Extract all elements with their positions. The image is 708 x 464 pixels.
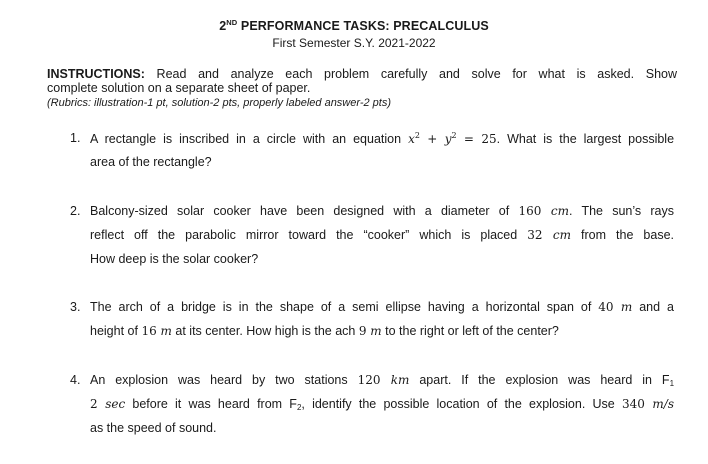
eq-plus: + — [419, 132, 445, 146]
measure-number: 9 — [358, 324, 371, 338]
problem-1-line-2: area of the rectangle? — [90, 155, 212, 169]
problem-text: apart. If the explosion was heard in F — [409, 373, 670, 387]
problem-text: reflect off the parabolic mirror toward the “cooker” which is placed — [90, 228, 528, 242]
instructions-block — [47, 67, 677, 95]
instructions-text-1: Read and analyze each problem carefully and solve for what is asked. Show — [144, 67, 677, 81]
height-value — [141, 324, 171, 338]
diameter-value — [518, 204, 569, 218]
eq-exponent-1: 2 — [414, 131, 420, 140]
problem-number: 1. — [70, 131, 81, 145]
measure-number: 32 — [527, 228, 553, 242]
problem-2-line-1 — [90, 204, 674, 218]
measure-number: 160 — [518, 204, 551, 218]
distance-value — [527, 228, 571, 242]
problem-number: 3. — [70, 300, 81, 314]
measure-number: 120 — [357, 373, 391, 387]
page-title — [0, 18, 708, 33]
problem-2-line-3: How deep is the solar cooker? — [90, 252, 259, 266]
measure-number: 40 — [598, 300, 621, 314]
focus-2-subscript: 2 — [296, 403, 302, 412]
problem-text: Balcony-sized solar cooker have been designed with a diameter of — [90, 204, 519, 218]
title-text: PERFORMANCE TASKS: PRECALCULUS — [237, 19, 489, 33]
problem-number: 2. — [70, 204, 81, 218]
measure-unit: cm — [552, 228, 571, 242]
eq-x: x — [408, 132, 415, 146]
measure-unit: m/s — [652, 397, 674, 411]
offset-value — [359, 324, 382, 338]
measure-number: 2 — [90, 397, 106, 411]
rubrics-note: (Rubrics: illustration-1 pt, solution-2 pts, properly labeled answer-2 pts) — [47, 97, 392, 109]
instructions-line-1 — [47, 67, 677, 81]
title-ordinal: 2 — [219, 19, 227, 33]
measure-unit: cm — [550, 204, 570, 218]
problem-text: at its center. How high is the ach — [171, 324, 359, 338]
problem-4-line-1 — [90, 373, 674, 388]
eq-y: y — [444, 132, 452, 146]
problem-text: from the base. — [570, 228, 674, 242]
eq-value: = 25 — [456, 132, 497, 146]
instructions-text-2: complete solution on a separate sheet of paper. — [47, 81, 311, 95]
problem-text: height of — [90, 324, 142, 338]
problem-text: , identify the possible location of the explosion. Use — [301, 397, 622, 411]
measure-unit: m — [370, 324, 382, 338]
measure-unit: m — [160, 324, 172, 338]
problem-text: An explosion was heard by two stations — [90, 373, 358, 387]
problem-3-line-1 — [90, 300, 674, 314]
span-value — [598, 300, 632, 314]
eq-exponent-2: 2 — [451, 131, 457, 140]
problem-4-line-2 — [90, 397, 674, 412]
problem-text: to the right or left of the center? — [381, 324, 559, 338]
problem-text: The arch of a bridge is in the shape of a semi ellipse having a horizontal span of — [90, 300, 599, 314]
measure-unit: km — [390, 373, 410, 387]
measure-unit: sec — [105, 397, 126, 411]
problem-2-line-2 — [90, 228, 674, 242]
title-superscript: ND — [226, 18, 238, 27]
problem-4-line-3: as the speed of sound. — [90, 421, 217, 435]
problem-text: and a — [632, 300, 674, 314]
problem-1-line-1 — [90, 131, 674, 146]
page-subtitle: First Semester S.Y. 2021-2022 — [272, 36, 436, 50]
problem-3-line-2 — [90, 324, 674, 338]
measure-unit: m — [620, 300, 633, 314]
problem-text: before it was heard from F — [125, 397, 297, 411]
instructions-label: INSTRUCTIONS: — [47, 67, 145, 81]
focus-1-subscript: 1 — [669, 379, 675, 388]
speed-value — [622, 397, 674, 411]
problem-text: A rectangle is inscribed in a circle with an equation — [90, 132, 409, 146]
measure-number: 340 — [621, 397, 653, 411]
separation-value — [358, 373, 410, 387]
problem-text: . What is the largest possible — [496, 132, 675, 146]
time-value — [90, 397, 125, 411]
circle-equation — [408, 132, 497, 146]
problem-number: 4. — [70, 373, 81, 387]
measure-number: 16 — [141, 324, 161, 338]
problem-text: . The sun’s rays — [569, 204, 675, 218]
